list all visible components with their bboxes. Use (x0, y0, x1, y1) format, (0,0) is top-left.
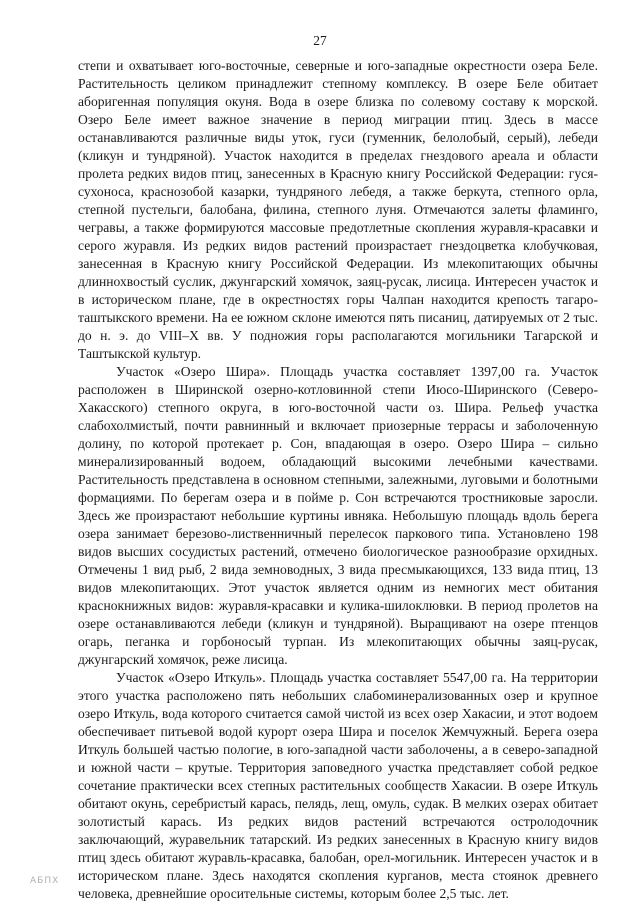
paragraph-ozero-shira: Участок «Озеро Шира». Площадь участка составляет 1397,00 га. Участок расположен в Ширинской озерно-котловинной степи Июсо-Ширинского (Северо-Хакасского) степного округа, в юго-восточной части оз. Шира. Рельеф участка слабохолмистый, почти равнинный и включает приозерные террасы и заболоченную долину, по которой протекает р. Сон, впадающая в озеро. Озеро Шира – сильно минерализированный водоем, обладающий высокими лечебными качествами. Растительность представлена в основном степными, залежными, луговыми и болотными формациями. По берегам озера и в пойме р. Сон встречаются тростниковые заросли. Здесь же произрастают небольшие куртины ивняка. Небольшую площадь вдоль берега озера занимает березово-лиственничный перелесок паркового типа. Установлено 198 видов высших сосудистых растений, отмечено биологическое разнообразие орхидных. Отмечены 1 вид рыб, 2 вида земноводных, 3 вида пресмыкающихся, 133 вида птиц, 13 видов млекопитающих. Этот участок является одним из немногих мест обитания краснокнижных видов: журавля-красавки и кулика-шилоклювки. В период пролетов на озере останавливаются лебеди (кликун и тундряной). Выращивают на озере птенцов огарь, пеганка и горбоносый турпан. Из млекопитающих обычны заяц-русак, джунгарский хомячок, реже лисица. (78, 364, 598, 667)
document-body (78, 57, 598, 903)
scan-watermark: АБПХ (30, 876, 60, 886)
paragraph-ozero-itkul: Участок «Озеро Иткуль». Площадь участка составляет 5547,00 га. На территории этого участка расположено пять небольших слабоминерализованных озер и крупное озеро Иткуль, вода которого считается самой чистой из всех озер Хакасии, и этот водоем обеспечивает питьевой водой курорт озера Шира и поселок Жемчужный. Берега озера Иткуль большей частью пологие, в юго-западной части заболочены, а в северо-западной и южной части – крутые. Территория заповедного участка представляет собой редкое сочетание практически всех степных растительных сообществ Хакасии. В озере Иткуль обитают окунь, серебристый карась, пелядь, лещ, омуль, судак. В мелких озерах обитает золотистый карась. Из редких видов растений встречаются остролодочник заключающий, журавельник татарский. Из редких занесенных в Красную книгу видов птиц здесь обитают журавль-красавка, балобан, орел-могильник. Интересен участок и в историческом плане. Здесь находятся скопления курганов, места стоянок древнего человека, древнейшие оросительные системы, которым более 2,5 тыс. лет. (78, 670, 598, 901)
paragraph-beле-continuation: степи и охватывает юго-восточные, северные и юго-западные окрестности озера Беле. Растительность целиком принадлежит степному комплексу. В озере Беле обитает аборигенная популяция окуня. Вода в озере близка по солевому составу к морской. Озеро Беле имеет важное значение в период миграции птиц. Здесь в массе останавливаются различные виды уток, гуси (гуменник, белолобый, серый), лебеди (кликун и тундряной). Участок находится в пределах гнездового ареала и области пролета редких видов птиц, занесенных в Красную книгу Российской Федерации: гуся-сухоноса, краснозобой казарки, тундряного лебедя, а также беркута, степного орла, степной пустельги, балобана, филина, степного луня. Отмечаются залеты фламинго, чегравы, а также формируются массовые предотлетные скопления журавля-красавки и серого журавля. Из редких видов растений произрастает гнездоцветка клобучковая, занесенная в Красную книгу Российской Федерации. Из млекопитающих обычны длиннохвостый суслик, джунгарский хомячок, заяц-русак, лисица. Интересен участок и в историческом плане, где в окрестностях горы Чалпан находится крепость тагаро-таштыкского времени. На ее южном склоне имеются пять писаниц, датируемых от 2 тыс. до н. э. до VIII–X вв. У подножия горы располагаются могильники Тагарской и Таштыкской культур. (78, 58, 598, 361)
page-number: 27 (313, 33, 327, 48)
